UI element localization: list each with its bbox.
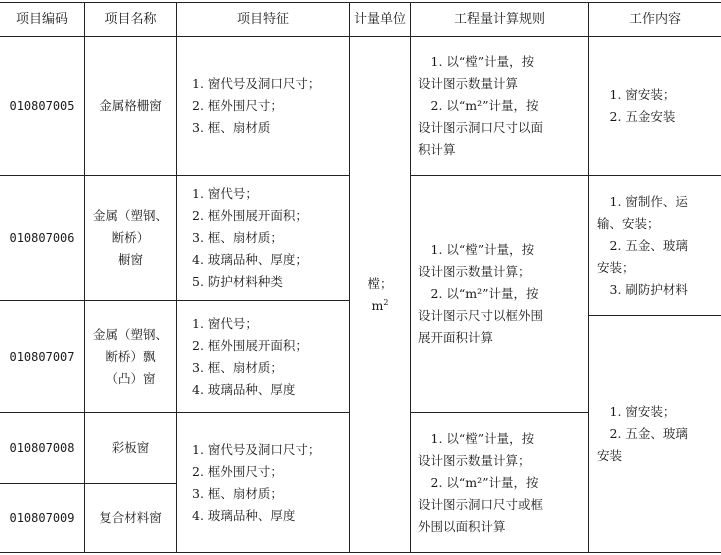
work-content: [597, 316, 713, 552]
feature-line: 5. 防护材料种类: [192, 274, 283, 289]
item-code: 010807008: [9, 441, 75, 455]
work-line: 安装；: [597, 259, 635, 275]
item-name-line: 金属格栅窗: [99, 98, 162, 113]
feature-line: 4. 玻璃品种、厚度；: [192, 252, 308, 267]
rule-line: 2. 以“m²”计量，按: [430, 474, 539, 490]
work-content: [597, 37, 713, 175]
rule-line: 设计图示尺寸以框外围: [418, 308, 544, 323]
item-name: [85, 37, 176, 175]
item-name-line: 橱窗: [117, 252, 143, 267]
item-code: 010807005: [9, 99, 75, 113]
header-unit: 计量单位: [353, 11, 406, 27]
item-code: 010807009: [9, 511, 75, 525]
item-features: [192, 37, 348, 175]
item-features: [192, 301, 348, 412]
column-divider: [176, 2, 177, 553]
item-name: [85, 176, 176, 300]
feature-line: 1. 窗代号；: [192, 186, 258, 201]
work-line: 1. 窗安装；: [609, 87, 676, 102]
feature-line: 3. 框、扇材质: [192, 120, 271, 135]
item-features: [192, 413, 348, 552]
item-name-line: 断桥）飘: [105, 348, 156, 364]
rule-line: 设计图示洞口尺寸以面: [418, 120, 544, 135]
item-name-line: 金属（塑钢、: [92, 326, 168, 342]
rule-line: 设计图示洞口尺寸或框: [418, 496, 544, 512]
work-line: 输、安装；: [597, 215, 660, 231]
rule-line: 2. 以“m²”计量，按: [430, 98, 539, 113]
work-line: 2. 五金安装: [609, 109, 676, 124]
feature-line: 4. 玻璃品种、厚度: [192, 381, 296, 397]
item-name-line: 复合材料窗: [99, 510, 162, 525]
rule-line: 外围以面积计算: [418, 518, 506, 534]
feature-line: 3. 框、扇材质；: [192, 359, 283, 375]
rule-line: 展开面积计算: [418, 330, 494, 345]
feature-line: 2. 框外围尺寸；: [192, 463, 283, 479]
work-line: 安装: [597, 448, 623, 463]
column-divider: [588, 2, 589, 553]
header-code: 项目编码: [15, 11, 68, 27]
unit-line-2: [372, 295, 389, 317]
calc-rule: [418, 413, 582, 552]
feature-line: 2. 框外围尺寸；: [192, 98, 283, 113]
item-name-line: （凸）窗: [105, 370, 156, 386]
item-name-line: 金属（塑钢、: [92, 208, 168, 223]
item-name-line: 彩板窗: [111, 440, 150, 455]
work-line: 2. 五金、玻璃: [609, 426, 688, 441]
feature-line: 2. 框外围展开面积；: [192, 208, 308, 223]
item-code: 010807006: [9, 231, 75, 245]
item-name-line: 断桥）: [111, 230, 150, 245]
header-name: 项目名称: [104, 11, 157, 27]
header-features: 项目特征: [236, 11, 289, 27]
unit-superscript: 2: [383, 297, 389, 307]
column-divider: [410, 2, 411, 553]
item-name: [85, 301, 176, 412]
rule-line: 设计图示数量计算；: [418, 452, 531, 468]
rule-line: 1. 以“樘”计量，按: [430, 430, 535, 446]
feature-line: 1. 窗代号及洞口尺寸；: [192, 441, 321, 457]
rule-line: 积计算: [418, 142, 456, 157]
feature-line: 2. 框外围展开面积；: [192, 337, 308, 353]
measurement-unit: [350, 37, 410, 552]
rule-line: 设计图示数量计算: [418, 76, 519, 91]
work-line: 1. 窗制作、运: [609, 193, 688, 209]
rule-line: 2. 以“m²”计量，按: [430, 286, 539, 301]
item-features: [192, 176, 348, 300]
feature-line: 3. 框、扇材质；: [192, 485, 283, 501]
table-border-bottom: [0, 552, 721, 553]
unit-base: m: [371, 297, 384, 313]
item-code: 010807007: [9, 349, 75, 364]
item-name: [85, 413, 176, 483]
feature-line: 4. 玻璃品种、厚度: [192, 507, 296, 523]
rule-line: 1. 以“樘”计量，按: [430, 242, 535, 257]
calc-rule: [418, 37, 582, 175]
feature-line: 1. 窗代号及洞口尺寸；: [192, 76, 321, 91]
work-line: 1. 窗安装；: [609, 404, 676, 419]
item-name: [85, 484, 176, 552]
feature-line: 1. 窗代号；: [192, 315, 258, 331]
header-work: 工作内容: [628, 11, 681, 27]
work-line: 3. 刷防护材料: [609, 281, 688, 297]
header-rule: 工程量计算规则: [453, 11, 545, 27]
work-line: 2. 五金、玻璃: [609, 237, 688, 253]
rule-line: 1. 以“樘”计量，按: [430, 54, 535, 69]
work-content: [597, 176, 713, 315]
unit-line-1: 樘；: [367, 275, 393, 291]
rule-line: 设计图示数量计算；: [418, 264, 531, 279]
feature-line: 3. 框、扇材质；: [192, 230, 283, 245]
calc-rule: [418, 176, 582, 412]
